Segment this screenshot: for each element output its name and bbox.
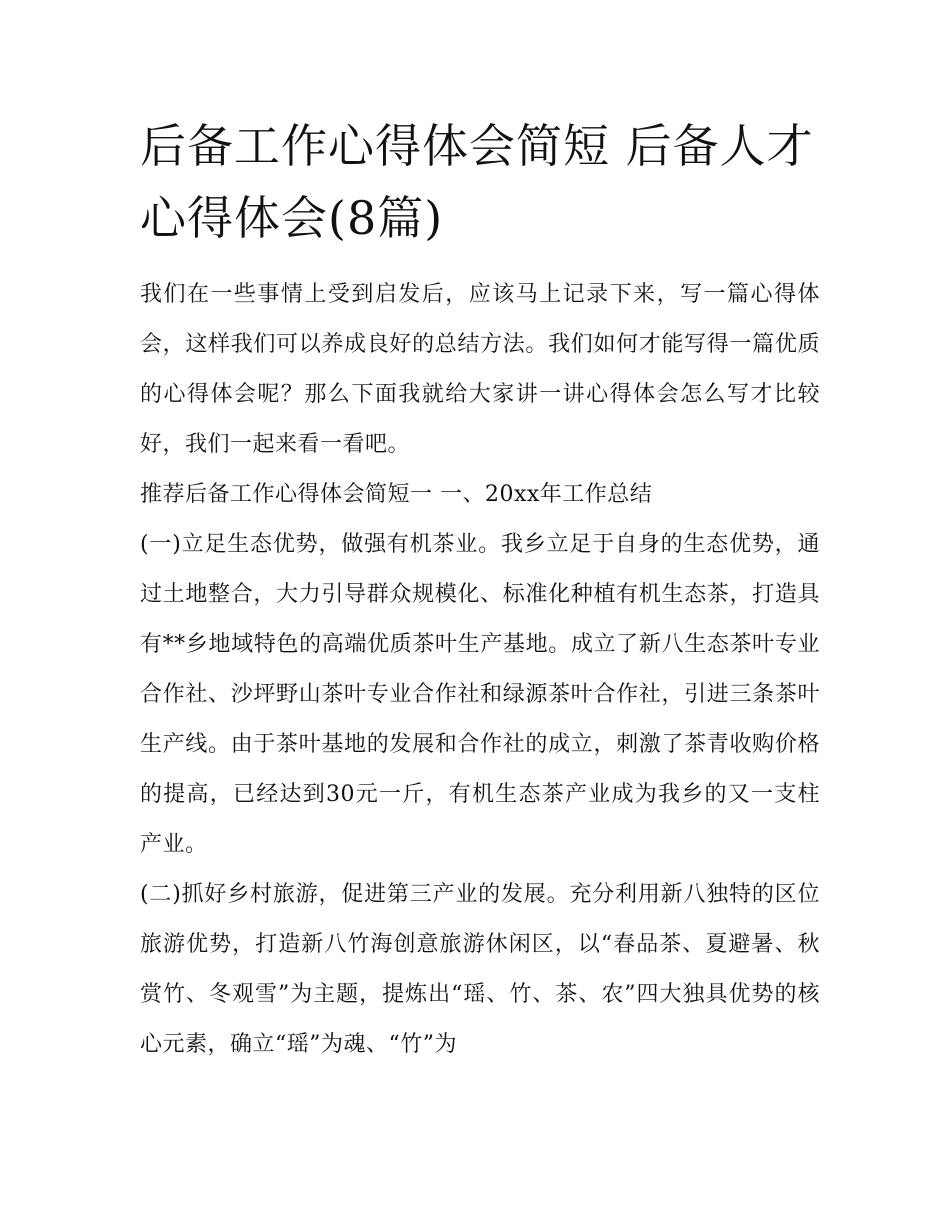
section-heading: 推荐后备工作心得体会简短一 一、20xx年工作总结 (140, 482, 653, 507)
body-paragraph-2: (二)抓好乡村旅游，促进第三产业的发展。充分利用新八独特的区位旅游优势，打造新八竹海创意旅游休闲区，以“春品茶、夏避暑、秋赏竹、冬观雪”为主题，提炼出“瑶、竹、茶、农”四大独具优势的核心元素，确立“瑶”为魂、“竹”为 (140, 882, 820, 1057)
intro-paragraph: 我们在一些事情上受到启发后，应该马上记录下来，写一篇心得体会，这样我们可以养成良好的总结方法。我们如何才能写得一篇优质的心得体会呢？那么下面我就给大家讲一讲心得体会怎么写才比较好，我们一起来看一看吧。 (140, 282, 820, 457)
body-paragraph-1: (一)立足生态优势，做强有机茶业。我乡立足于自身的生态优势，通过土地整合，大力引导群众规模化、标准化种植有机生态茶，打造具有**乡地域特色的高端优质茶叶生产基地。成立了新八生态茶叶专业合作社、沙坪野山茶叶专业合作社和绿源茶叶合作社，引进三条茶叶生产线。由于茶叶基地的发展和合作社的成立，刺激了茶青收购价格的提高，已经达到30元一斤，有机生态茶产业成为我乡的又一支柱产业。 (140, 532, 820, 857)
document-title: 后备工作心得体会简短 后备人才心得体会(8篇) (140, 119, 814, 245)
document-page (140, 110, 820, 1070)
